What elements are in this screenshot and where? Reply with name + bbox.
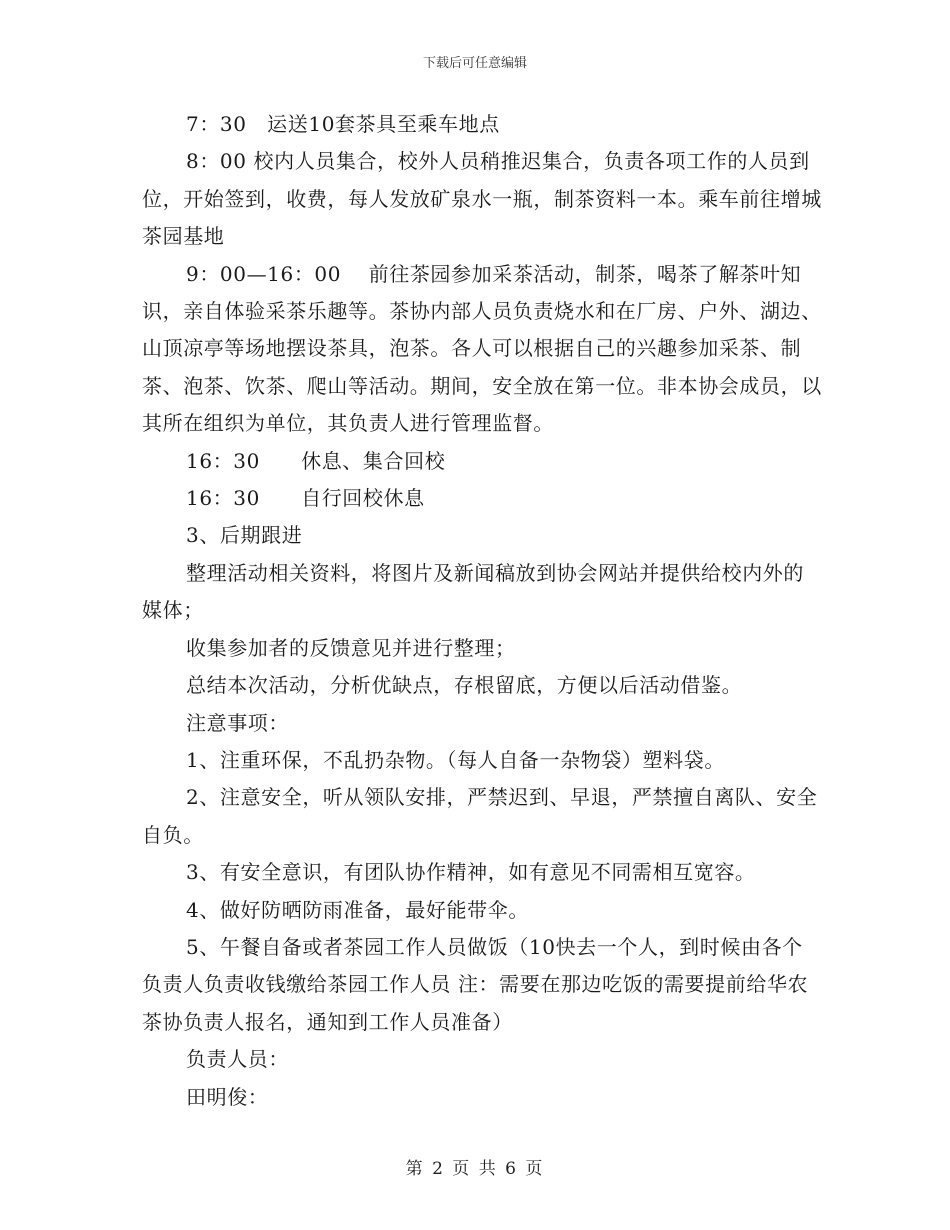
paragraph-follow-up-feedback: 收集参加者的反馈意见并进行整理；: [186, 635, 516, 660]
staff-name: 田明俊：: [186, 1084, 269, 1109]
note-item-4: 4、做好防晒防雨准备，最好能带伞。: [186, 897, 529, 922]
paragraph-schedule-0730: 7：30 运送10套茶具至乘车地点: [186, 112, 500, 136]
note-item-1: 1、注重环保，不乱扔杂物。（每人自备一杂物袋）塑料袋。: [186, 747, 725, 772]
document-body: [142, 106, 822, 1116]
note-item-3: 3、有安全意识，有团队协作精神，如有意见不同需相互宽容。: [186, 860, 756, 885]
paragraph-schedule-0900: 9：00—16：00 前往茶园参加采茶活动，制茶，喝茶了解茶叶知识，亲自体验采茶乐趣等。茶协内部人员负责烧水和在厂房、户外、湖边、山顶凉亭等场地摆设茶具，泡茶。各人可以根据自己的兴趣参加采茶、制茶、泡茶、饮茶、爬山等活动。期间，安全放在第一位。非本协会成员，以其所在组织为单位，其负责人进行管理监督。: [142, 261, 822, 436]
section-heading-follow-up: 3、后期跟进: [186, 523, 303, 548]
paragraph-schedule-0800: 8：00 校内人员集合，校外人员稍推迟集合，负责各项工作的人员到位，开始签到，收费，每人发放矿泉水一瓶，制茶资料一本。乘车前往增城茶园基地: [142, 149, 822, 249]
paragraph-follow-up-summary: 总结本次活动，分析优缺点，存根留底，方便以后活动借鉴。: [186, 673, 743, 698]
page-header: 下载后可任意编辑: [422, 56, 527, 71]
paragraph-follow-up-materials: 整理活动相关资料，将图片及新闻稿放到协会网站并提供给校内外的媒体；: [142, 560, 804, 623]
section-heading-staff: 负责人员：: [186, 1047, 289, 1072]
note-item-2: 2、注意安全，听从领队安排，严禁迟到、早退，严禁擅自离队、安全自负。: [142, 785, 818, 847]
note-item-5: 5、午餐自备或者茶园工作人员做饭（10快去一个人，到时候由各个负责人负责收钱缴给茶园工作人员 注：需要在那边吃饭的需要提前给华农茶协负责人报名，通知到工作人员准备）: [142, 934, 809, 1034]
page-footer: 第 2 页 共 6 页: [405, 1159, 545, 1179]
paragraph-schedule-1630-return: 16：30 自行回校休息: [186, 486, 425, 511]
paragraph-schedule-1630-rest: 16：30 休息、集合回校: [186, 448, 446, 473]
section-heading-notes: 注意事项：: [186, 710, 289, 735]
